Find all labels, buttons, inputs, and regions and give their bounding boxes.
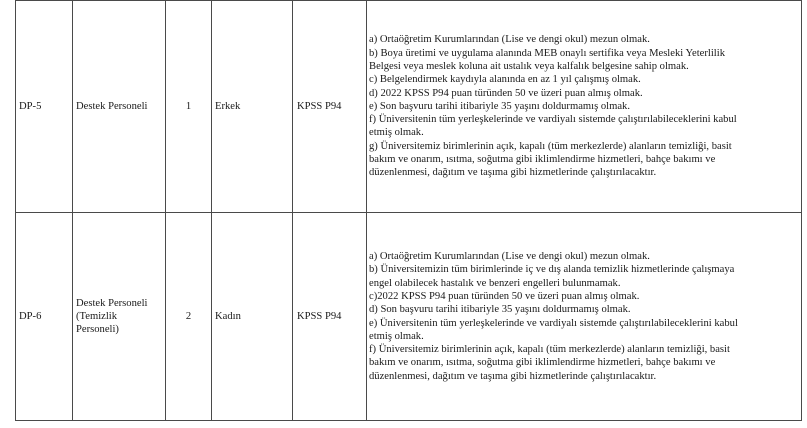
requirement-line: a) Ortaöğretim Kurumlarından (Lise ve dengi okul) mezun olmak. bbox=[369, 251, 650, 263]
position-title-line: Personeli) bbox=[76, 324, 119, 336]
position-gender: Erkek bbox=[212, 1, 293, 213]
position-exam-score-type: KPSS P94 bbox=[293, 1, 367, 213]
requirement-line: c) Belgelendirmek kaydıyla alanında en az 1 yıl çalışmış olmak. bbox=[369, 74, 641, 86]
requirement-line: etmiş olmak. bbox=[369, 330, 424, 342]
requirement-line: Belgesi veya meslek koluna ait ustalık veya kalfalık belgesine sahip olmak. bbox=[369, 60, 689, 72]
requirement-line: bakım ve onarım, ısıtma, soğutma gibi iklimlendirme hizmetleri, bahçe bakımı ve bbox=[369, 357, 716, 369]
requirement-line: d) Son başvuru tarihi itibariyle 35 yaşını doldurmamış olmak. bbox=[369, 304, 631, 316]
position-count: 1 bbox=[166, 1, 212, 213]
requirement-line: etmiş olmak. bbox=[369, 127, 424, 139]
position-exam-score-type: KPSS P94 bbox=[293, 213, 367, 421]
requirement-line: engel olabilecek hastalık ve benzeri engelleri bulunmamak. bbox=[369, 277, 621, 289]
requirement-line: e) Son başvuru tarihi itibariyle 35 yaşını doldurmamış olmak. bbox=[369, 100, 630, 112]
requirement-line: düzenlenmesi, dağıtım ve taşıma gibi hizmetlerinde çalıştırılacaktır. bbox=[369, 370, 657, 382]
position-title-line: Destek Personeli bbox=[76, 100, 148, 112]
position-requirements bbox=[367, 1, 802, 213]
position-requirements bbox=[367, 213, 802, 421]
position-title-line: Destek Personeli bbox=[76, 297, 148, 309]
staff-positions-table-wrap bbox=[15, 0, 801, 420]
position-title-line: (Temizlik bbox=[76, 310, 118, 322]
requirement-line: g) Üniversitemiz birimlerinin açık, kapalı (tüm merkezlerde) alanların temizliği, basit bbox=[369, 140, 732, 152]
position-count: 2 bbox=[166, 213, 212, 421]
table-row bbox=[16, 213, 802, 421]
requirement-line: bakım ve onarım, ısıtma, soğutma gibi iklimlendirme hizmetleri, bahçe bakımı ve bbox=[369, 154, 716, 166]
requirement-line: f) Üniversitenin tüm yerleşkelerinde ve vardiyalı sistemde çalıştırılabileceklerini kabul bbox=[369, 114, 737, 126]
requirement-line: c)2022 KPSS P94 puan türünden 50 ve üzeri puan almış olmak. bbox=[369, 290, 640, 302]
requirement-line: b) Üniversitemizin tüm birimlerinde iç ve dış alanda temizlik hizmetlerinde çalışmaya bbox=[369, 264, 735, 276]
requirement-line: e) Üniversitenin tüm yerleşkelerinde ve vardiyalı sistemde çalıştırılabileceklerini kabul bbox=[369, 317, 738, 329]
requirement-line: a) Ortaöğretim Kurumlarından (Lise ve dengi okul) mezun olmak. bbox=[369, 34, 650, 46]
position-code: DP-5 bbox=[16, 1, 73, 213]
staff-positions-table bbox=[15, 0, 802, 421]
position-gender: Kadın bbox=[212, 213, 293, 421]
position-title bbox=[73, 213, 166, 421]
requirement-line: d) 2022 KPSS P94 puan türünden 50 ve üzeri puan almış olmak. bbox=[369, 87, 643, 99]
requirement-line: düzenlenmesi, dağıtım ve taşıma gibi hizmetlerinde çalıştırılacaktır. bbox=[369, 167, 657, 179]
requirement-line: f) Üniversitemiz birimlerinin açık, kapalı (tüm merkezlerde) alanların temizliği, basit bbox=[369, 344, 730, 356]
table-row bbox=[16, 1, 802, 213]
requirement-line: b) Boya üretimi ve uygulama alanında MEB onaylı sertifika veya Mesleki Yeterlilik bbox=[369, 47, 725, 59]
position-title bbox=[73, 1, 166, 213]
position-code: DP-6 bbox=[16, 213, 73, 421]
